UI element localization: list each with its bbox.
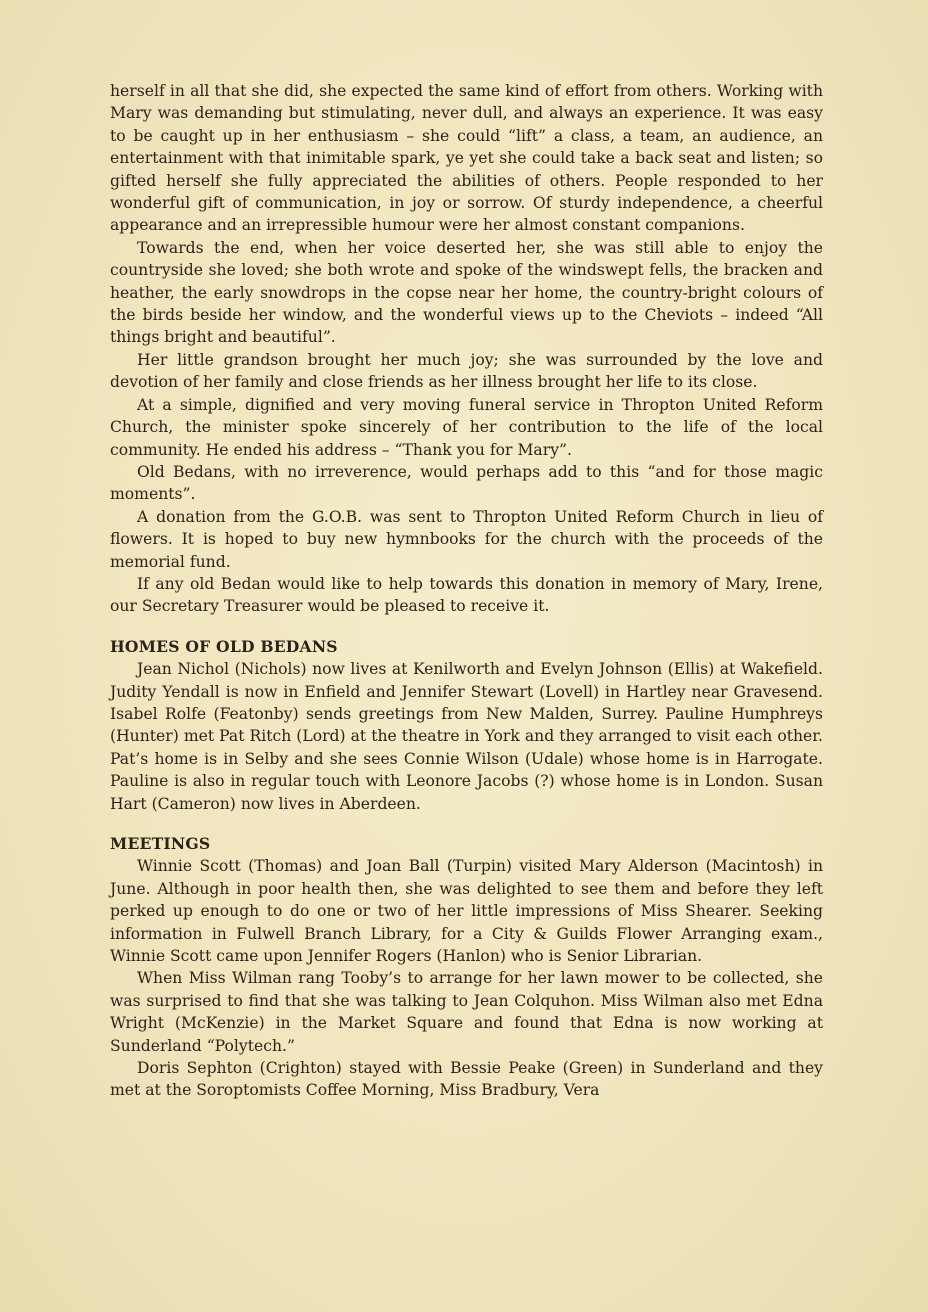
homes-heading: HOMES OF OLD BEDANS (110, 636, 338, 656)
meetings-heading: MEETINGS (110, 834, 211, 853)
intro-paragraph-7: If any old Bedan would like to help towards this donation in memory of Mary, Irene, our Secretary Treasurer would be pleased to receive it. (110, 574, 823, 616)
text-column (110, 80, 823, 1102)
intro-paragraph-1: herself in all that she did, she expected the same kind of effort from others. Working with Mary was demanding but stimulating, never dull, and always an experience. It was easy to be caught up in her enthusiasm – she could “lift” a class, a team, an audience, an entertainment with that inimitable spark, ye yet she could take a back seat and listen; so gifted herself she fully appreciated the abilities of others. People responded to her wonderful gift of communication, in joy or sorrow. Of sturdy independence, a cheerful appearance and an irrepressible humour were her almost constant companions. (110, 82, 823, 235)
meetings-section (110, 833, 823, 1102)
meetings-paragraph-2: When Miss Wilman rang Tooby’s to arrange for her lawn mower to be collected, she was surprised to find that she was talking to Jean Colquhon. Miss Wilman also met Edna Wright (McKenzie) in the Market Square and found that Edna is now working at Sunderland “Polytech.” (110, 969, 823, 1055)
intro-paragraph-2: Towards the end, when her voice deserted her, she was still able to enjoy the countryside she loved; she both wrote and spoke of the windswept fells, the bracken and heather, the early snowdrops in the copse near her home, the country-bright colours of the birds beside her window, and the wonderful views up to the Cheviots – indeed “All things bright and beautiful”. (110, 238, 823, 347)
intro-paragraph-3: Her little grandson brought her much joy; she was surrounded by the love and devotion of her family and close friends as her illness brought her life to its close. (110, 350, 823, 392)
meetings-paragraph-3: Doris Sephton (Crighton) stayed with Bessie Peake (Green) in Sunderland and they met at the Soroptomists Coffee Morning, Miss Bradbury, Vera (110, 1059, 823, 1100)
homes-paragraph-1: Jean Nichol (Nichols) now lives at Kenilworth and Evelyn Johnson (Ellis) at Wakefield. Judity Yendall is now in Enfield and Jennifer Stewart (Lovell) in Hartley near Gravesend. Isabel Rolfe (Featonby) sends greetings from New Malden, Surrey. Pauline Humphreys (Hunter) met Pat Ritch (Lord) at the theatre in York and they arranged to visit each other. Pat’s home is in Selby and she sees Connie Wilson (Udale) whose home is in Harrogate. Pauline is also in regular touch with Leonore Jacobs (?) whose home is in London. Susan Hart (Cameron) now lives in Aberdeen. (110, 660, 823, 813)
intro-paragraph-4: At a simple, dignified and very moving funeral service in Thropton United Reform Church, the minister spoke sincerely of her contribution to the life of the local community. He ended his address – “Thank you for Mary”. (110, 395, 823, 459)
intro-paragraph-5: Old Bedans, with no irreverence, would perhaps add to this “and for those magic moments”. (110, 462, 823, 504)
meetings-paragraph-1: Winnie Scott (Thomas) and Joan Ball (Turpin) visited Mary Alderson (Macintosh) in June. Although in poor health then, she was delighted to see them and before they left perked up enough to do one or two of her little impressions of Miss Shearer. Seeking information in Fulwell Branch Library, for a City & Guilds Flower Arranging exam., Winnie Scott came upon Jennifer Rogers (Hanlon) who is Senior Librarian. (110, 857, 823, 966)
homes-section (110, 636, 823, 815)
intro-paragraph-6: A donation from the G.O.B. was sent to Thropton United Reform Church in lieu of flowers. It is hoped to buy new hymnbooks for the church with the proceeds of the memorial fund. (110, 507, 823, 571)
